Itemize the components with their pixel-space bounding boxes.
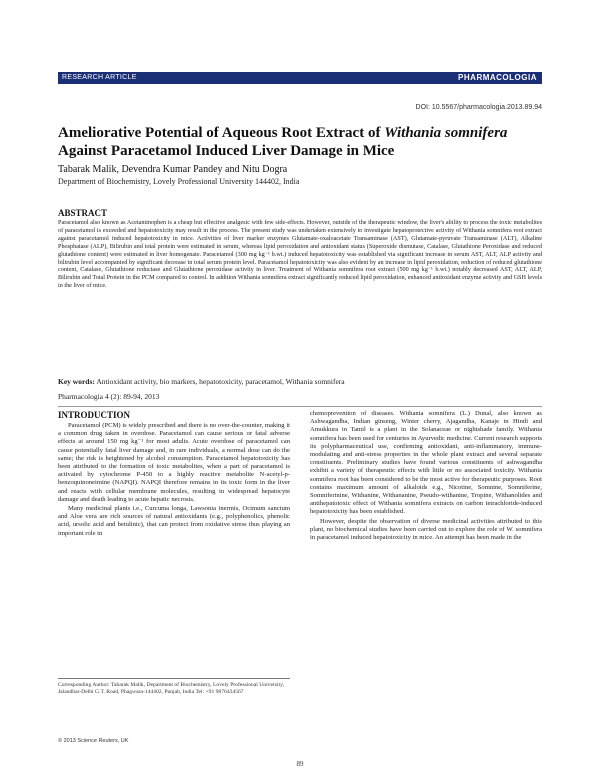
keywords-label: Key words:: [58, 377, 95, 386]
intro-paragraph-3: chemoprevention of diseases. Withania somnifera (L.) Dunal, also known as Ashwagandha, Indian ginseng, Winter cherry, Ajagandha, Kanaje in Hindi and Amukkura in Tamil is a plant in the Solanaceae or nightshade family. Withania somnifera has been used for centuries in Ayurvedic medicine. Current research supports its polypharmaceutical use, confirming antioxidant, anti-inflammatory, immune-modulating and anti-stress properties in the whole plant extract and several separate constituents. Preliminary studies have found various constituents of ashwagandha exhibit a variety of therapeutic effects with little or no associated toxicity. Withania somnifera root has been considered to be the most active for therapeutic purposes. Root contains maximum amount of alkaloids e.g., Nicotine, Somnine, Somniferine, Somniferinine, Withanine, Withananine, Pseudo-withanine, Tropine, Withanolides and antihepatotoxic effect of Withania somnifera extracts on carbon tetrachloride-induced hepatotoxicity has been established.: [310, 410, 542, 516]
journal-reference: Pharmacologia 4 (2): 89-94, 2013: [58, 392, 160, 401]
corresponding-author-note: Corresponding Author: Tabarak Malik, Department of Biochemistry, Lovely Professional University, Jalandhar-Delhi G.T. Road, Phagwara-144402, Punjab, India Tel: +91 9876434567: [58, 678, 290, 696]
title-part2: Against Paracetamol Induced Liver Damage in Mice: [58, 143, 395, 159]
doi-text: DOI: 10.5567/pharmacologia.2013.89.94: [415, 104, 542, 111]
title-part1: Ameliorative Potential of Aqueous Root Extract of: [58, 125, 385, 141]
right-column: [310, 410, 542, 542]
abstract-text: Paracetamol also known as Acetaminophen is a cheap but effective analgesic with few side-effects. However, outside of the therapeutic window, the liver's ability to process the toxic metabolites of paracetamol is exceeded and hepatotoxicity may result in the process. The present study was undertaken extensively to investigate hepatoprotective activity of Withania somnifera root extract against paracetamol induced hepatotoxicity in mice. Activities of liver marker enzymes Glutamate-oxaloacetate Transaminase (AST), Glutamate-pyruvate Transaminase (ALT), Alkaline Phosphatase (ALP), Bilirubin and total protein were estimated in serum, whereas lipid peroxidation and antioxidant status (Superoxide dismutase, Catalase, Glutathione Peroxidase and reduced glutathione content) were estimated in liver homogenate. Paracetamol (300 mg kg⁻¹ b.wt.) induced hepatotoxicity was established via significant increase in serum AST, ALT, ALP activity and bilirubin level accompanied by significant decrease in total serum protein level. Paracetamol hepatotoxicity was also evident by an increase in lipid peroxidation, reduction of reduced glutathione content, Catalase, Glutathione reductase and Glutathione peroxidase activity in liver. Treatment of Withania somnifera root extract (500 mg kg⁻¹ b.wt.) notably decreased AST, ALT, ALP, Bilirubin and Total Protein in the PCM compared to control. In addition Withania somnifera extract significantly reduced lipid peroxidation, enhanced antioxidant enzyme activity and GSH levels in the liver of mice.: [58, 219, 542, 290]
journal-header-bar: [58, 72, 542, 84]
left-column: [58, 410, 290, 538]
abstract-heading: ABSTRACT: [58, 208, 108, 218]
journal-name: PHARMACOLOGIA: [458, 73, 537, 82]
keywords: [58, 377, 542, 386]
copyright-notice: © 2013 Science Reuters, UK: [58, 738, 129, 744]
keywords-text: Antioxidant activity, bio markers, hepatotoxicity, paracetamol, Withania somnifera: [94, 377, 345, 386]
article-title: [58, 124, 542, 160]
page-number: 89: [296, 760, 304, 768]
intro-paragraph-1: Paracetamol (PCM) is widely prescribed and there is no over-the-counter, making it a common drug taken in overdose. Paracetamol can cause serious or fatal adverse effects at around 150 mg kg⁻¹ for most adults. Acute overdose of paracetamol can cause potentially fatal liver damage and, in rare individuals, a normal dose can do the same; the risk is heightened by alcohol consumption. Paracetamol hepatotoxicity has been attributed to the formation of toxic metabolites, when a part of paracetamol is activated by cytochrome P-450 to a highly reactive metabolite N-acetyl-p-benzoquinoneimine (NAPQI). NAPQI therefore remains in its toxic form in the liver and reacts with cellular membrane molecules, resulting in widespread hepatocyte damage and death leading to acute hepatic necrosis.: [58, 422, 290, 503]
intro-paragraph-2: Many medicinal plants i.e., Curcuma longa, Lawsonia inermis, Ocimum sanctum and Aloe vera are rich sources of natural antioxidants (e.g., polyphenolics, phenolic acid, ursolic acid and betulinic), that can protect from oxidative stress thus playing an important role in: [58, 505, 290, 537]
affiliation: Department of Biochemistry, Lovely Professional University 144402, India: [58, 177, 300, 186]
article-type-label: RESEARCH ARTICLE: [62, 74, 137, 81]
title-species: Withania somnifera: [384, 125, 508, 141]
section-divider: [58, 406, 542, 407]
authors: Tabarak Malik, Devendra Kumar Pandey and Nitu Dogra: [58, 164, 288, 175]
intro-paragraph-4: However, despite the observation of diverse medicinal activities attributed to this plant, no biochemical studies have been carried out to explore the role of W. somnifera in paracetamol induced hepatotoxicity in mice. An attempt has been made in the: [310, 517, 542, 542]
introduction-heading: INTRODUCTION: [58, 410, 131, 420]
